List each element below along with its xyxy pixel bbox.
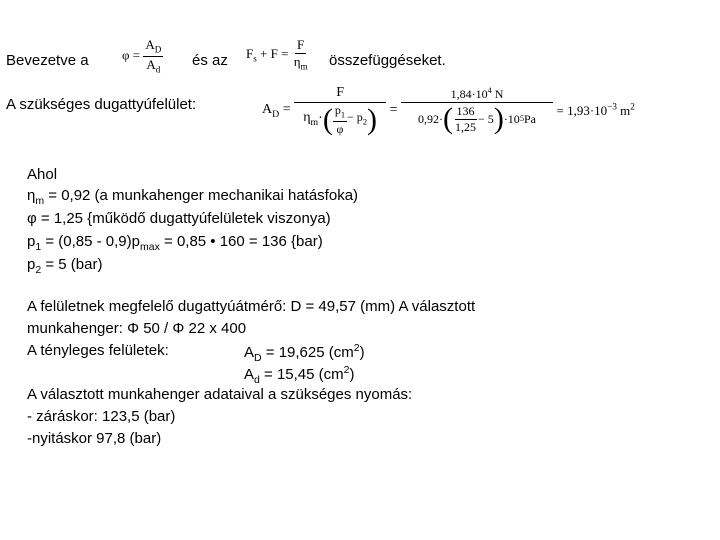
- required-area-label: A szükséges dugattyúfelület:: [6, 96, 197, 113]
- intro-text-3: összefüggéseket.: [329, 52, 446, 69]
- where-p1-pre: p: [27, 233, 36, 250]
- area-f1-inner-num-sub: 1: [340, 110, 346, 120]
- area-f1-inner-fraction: [333, 104, 347, 136]
- area-f2-inner-num: 136: [456, 103, 475, 118]
- where-eta-text: = 0,92 (a munkahenger mechanikai hatásfoka): [44, 187, 359, 204]
- where-p1-mid: = (0,85 - 0,9)p: [41, 233, 140, 250]
- area-result: = 1,93·10: [556, 103, 608, 119]
- formula-fs-den-sub: m: [300, 61, 308, 72]
- where-p2-sub: 2: [35, 264, 42, 276]
- intro-text-2: és az: [192, 52, 228, 69]
- formula-phi-lhs: φ =: [122, 47, 141, 63]
- results-ad2-pre: A: [244, 366, 255, 383]
- where-ahol: Ahol: [27, 166, 58, 183]
- area-f2-den-exp: 5: [519, 113, 524, 123]
- where-eta-symbol: η: [27, 187, 36, 204]
- formula-fs-den: η: [293, 53, 301, 69]
- area-f1-eta: η: [303, 110, 311, 126]
- formula-phi-den-sub: d: [155, 64, 161, 75]
- results-ad2-val: = 15,45 (cm: [259, 366, 344, 383]
- area-f2-num: 1,84·10: [450, 87, 488, 102]
- where-p2-pre: p: [27, 256, 36, 273]
- area-eq-1: =: [282, 101, 291, 117]
- results-line-7: -nyitáskor 97,8 (bar): [27, 430, 162, 447]
- area-f1-inner-den: φ: [336, 121, 344, 136]
- area-f2-num-exp: 4: [487, 86, 492, 96]
- where-p1-end: = 0,85 • 160 = 136 {bar): [159, 233, 323, 250]
- area-eq-2: =: [389, 102, 398, 118]
- where-p1: [27, 233, 323, 253]
- where-p2: [27, 256, 102, 276]
- required-area-formula: [262, 86, 635, 135]
- where-p1-max: max: [140, 241, 160, 253]
- formula-phi-fraction: [143, 38, 163, 75]
- results-actual-label: A tényleges felületek:: [27, 342, 169, 359]
- area-f2-den-pre: 0,92·: [418, 111, 444, 126]
- formula-fs-lhs-sub: s: [253, 53, 257, 64]
- area-f2-inner-den: 1,25: [455, 119, 477, 134]
- formula-phi-num: A: [145, 37, 155, 52]
- results-ad-exp: 2: [353, 342, 360, 354]
- area-f2-den-unit: Pa: [524, 111, 536, 126]
- area-f1-minus-sub: 2: [362, 117, 367, 127]
- results-line-1: A felületnek megfelelő dugattyúátmérő: D = 49,57 (mm) A választott: [27, 298, 476, 315]
- results-line-5: A választott munkahenger adataival a szükséges nyomás:: [27, 386, 413, 403]
- area-lhs-sub: D: [272, 108, 280, 120]
- results-ad-val: = 19,625 (cm: [261, 344, 354, 361]
- where-eta: [27, 187, 358, 207]
- results-ad2-close: ): [349, 366, 355, 383]
- where-eta-sub: m: [35, 195, 45, 207]
- intro-text-1: Bevezetve a: [6, 52, 89, 69]
- results-ad-close: ): [359, 344, 365, 361]
- results-ad2-sub: d: [254, 374, 260, 386]
- formula-phi-den: A: [146, 57, 156, 73]
- results-ad: [244, 342, 365, 364]
- where-p2-end: = 5 (bar): [41, 256, 103, 273]
- area-f1-inner-num: p: [334, 102, 341, 117]
- results-line-2: munkahenger: Φ 50 / Φ 22 x 400: [27, 320, 247, 337]
- formula-phi-num-sub: D: [154, 44, 162, 55]
- results-ad2-exp: 2: [343, 364, 350, 376]
- area-result-exp: −3: [607, 102, 617, 113]
- area-f1-dot: ·: [318, 111, 323, 127]
- formula-fs-mid: + F =: [256, 45, 289, 61]
- formula-fs: [246, 38, 310, 72]
- area-fraction-2: $1,84\cdot 10^4$ N 0,92· ( $\frac{136}{1,25}$ − 5 ) ·10 5 Pa: [401, 87, 553, 134]
- results-ad-pre: A: [244, 344, 255, 361]
- area-f2-inner-fraction: [453, 105, 478, 133]
- where-p1-sub: 1: [35, 241, 42, 253]
- results-ad2: [244, 364, 355, 386]
- area-fraction-1: F $\eta_m$ · ( $\frac{p_1}{\varphi}$ − $p_2$ ): [294, 86, 386, 135]
- area-lhs: A: [262, 101, 273, 117]
- formula-fs-num: F: [297, 37, 305, 52]
- area-f2-den-post2: ·10: [503, 111, 520, 126]
- results-ad-sub: D: [254, 352, 262, 364]
- area-result-unit: m: [616, 103, 631, 119]
- area-f1-eta-sub: m: [310, 116, 319, 128]
- area-f1-minus: − p: [347, 110, 363, 125]
- formula-fs-lhs: F: [246, 45, 254, 61]
- results-line-3: [27, 342, 169, 359]
- area-f1-num: F: [336, 85, 344, 100]
- formula-phi: [122, 38, 163, 75]
- results-line-6: - záráskor: 123,5 (bar): [27, 408, 176, 425]
- area-result-unit-exp: 2: [630, 102, 635, 113]
- area-f2-den-post: − 5: [478, 111, 494, 126]
- formula-fs-fraction: [292, 38, 310, 72]
- area-f2-num-unit: N: [491, 87, 504, 102]
- where-phi: φ = 1,25 {működő dugattyúfelületek viszonya): [27, 210, 331, 227]
